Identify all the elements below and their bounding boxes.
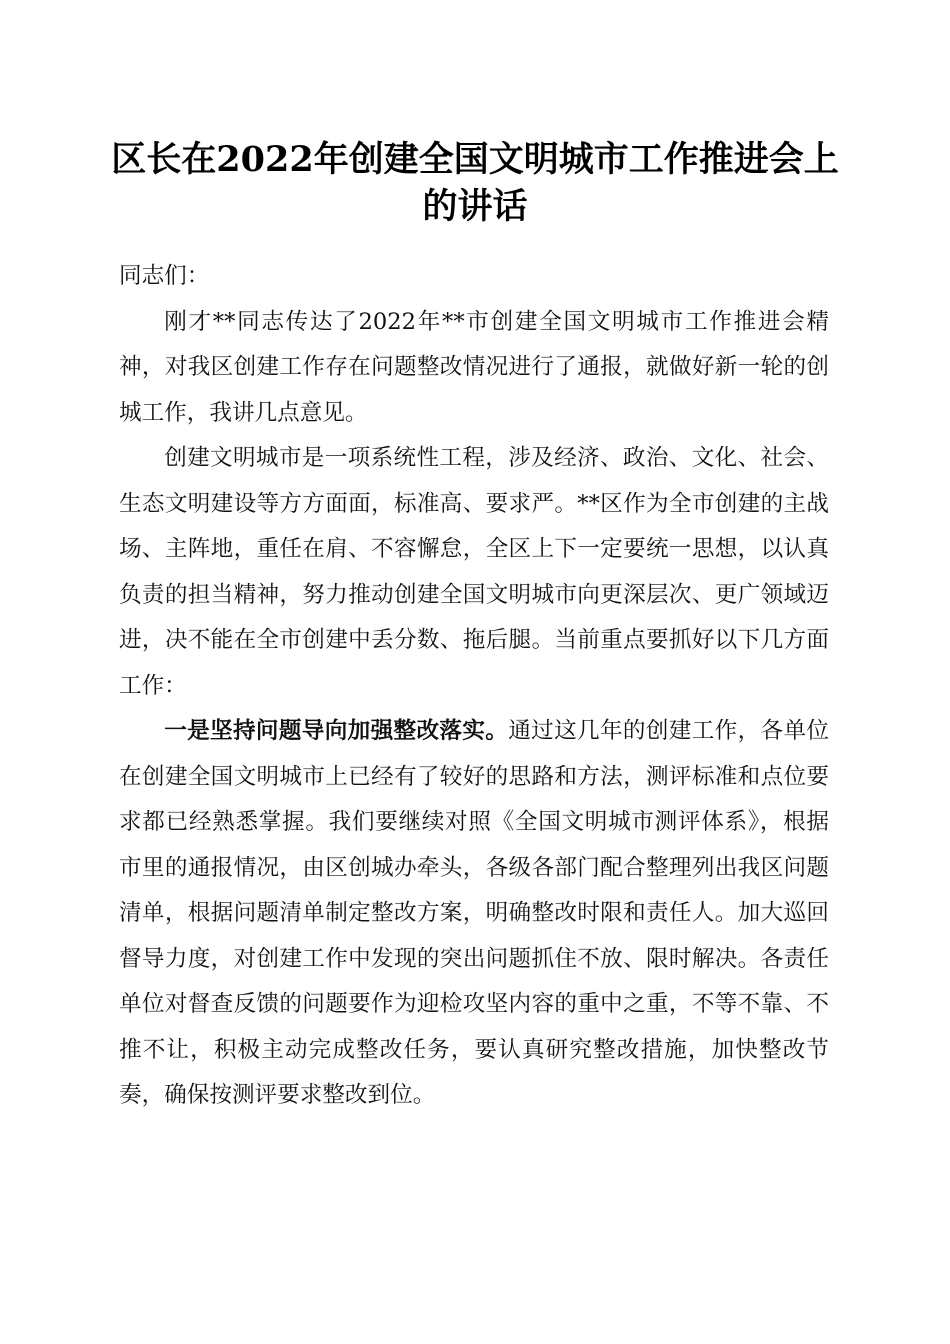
salutation: 同志们：: [119, 263, 210, 289]
document-body: [119, 254, 829, 1119]
document-title: 区长在2022年创建全国文明城市工作推进会上的讲话: [111, 139, 839, 227]
section-1-text: 通过这几年的创建工作，各单位在创建全国文明城市上已经有了较好的思路和方法，测评标准和点位要求都已经熟悉掌握。我们要继续对照《全国文明城市测评体系》，根据市里的通报情况，由区创城办牵头，各级各部门配合整理列出我区问题清单，根据问题清单制定整改方案，明确整改时限和责任人。加大巡回督导力度，对创建工作中发现的突出问题抓住不放、限时解决。各责任单位对督查反馈的问题要作为迎检攻坚内容的重中之重，不等不靠、不推不让，积极主动完成整改任务，要认真研究整改措施，加快整改节奏，确保按测评要求整改到位。: [119, 718, 830, 1108]
paragraph-opening: 刚才**同志传达了2022年**市创建全国文明城市工作推进会精神，对我区创建工作存在问题整改情况进行了通报，就做好新一轮的创城工作，我讲几点意见。: [119, 308, 829, 426]
paragraph-overview: 创建文明城市是一项系统性工程，涉及经济、政治、文化、社会、生态文明建设等方方面面，标准高、要求严。**区作为全市创建的主战场、主阵地，重任在肩、不容懈怠，全区上下一定要统一思想，以认真负责的担当精神，努力推动创建全国文明城市向更深层次、更广领域迈进，决不能在全市创建中丢分数、拖后腿。当前重点要抓好以下几方面工作：: [119, 445, 829, 699]
paragraph-section-1: [119, 709, 829, 1119]
section-1-heading: 一是坚持问题导向加强整改落实。: [164, 718, 509, 744]
